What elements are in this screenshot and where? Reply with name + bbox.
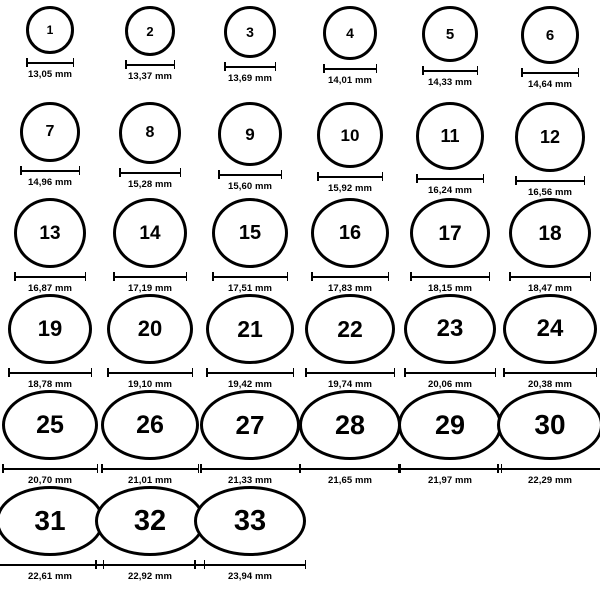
diameter-label: 15,28 mm <box>127 179 173 190</box>
ring-size-number: 4 <box>346 25 354 41</box>
ring-size-cell <box>300 294 400 390</box>
ring-circle <box>323 6 377 60</box>
ring-circle <box>311 198 389 268</box>
diameter-label: 19,74 mm <box>327 379 373 390</box>
diameter-dimension <box>2 464 98 486</box>
diameter-label: 21,97 mm <box>427 475 473 486</box>
diameter-dimension <box>509 272 591 294</box>
ring-circle <box>422 6 478 62</box>
ring-size-cell <box>100 198 200 294</box>
ring-size-number: 30 <box>534 409 566 440</box>
dimension-line-icon <box>206 368 294 377</box>
ring-circle <box>119 102 181 164</box>
ring-size-cell <box>0 102 100 198</box>
dimension-line-icon <box>125 60 175 69</box>
diameter-dimension <box>119 168 181 190</box>
ring-size-number: 12 <box>539 127 561 147</box>
diameter-label: 19,10 mm <box>127 379 173 390</box>
ring-size-number: 3 <box>246 24 254 40</box>
ring-circle <box>398 390 502 460</box>
ring-size-number: 21 <box>237 315 263 342</box>
ring-circle <box>416 102 484 170</box>
dimension-line-icon <box>515 176 585 185</box>
ring-size-cell <box>400 390 500 486</box>
ring-circle <box>521 6 579 64</box>
ring-size-cell <box>500 390 600 486</box>
diameter-dimension <box>404 368 496 390</box>
ring-size-number: 31 <box>34 505 66 536</box>
ring-size-cell <box>200 390 300 486</box>
ring-size-number: 5 <box>445 25 455 43</box>
ring-size-cell <box>0 198 100 294</box>
ring-size-number: 25 <box>36 410 64 439</box>
diameter-dimension <box>317 172 383 194</box>
diameter-label: 20,06 mm <box>427 379 473 390</box>
ring-circle <box>515 102 585 172</box>
diameter-label: 21,33 mm <box>227 475 273 486</box>
diameter-dimension <box>305 368 395 390</box>
diameter-label: 21,65 mm <box>327 475 373 486</box>
ring-circle <box>125 6 175 56</box>
diameter-label: 20,38 mm <box>527 379 573 390</box>
ring-circle <box>224 6 276 58</box>
ring-size-number: 29 <box>434 409 466 440</box>
dimension-line-icon <box>2 464 98 473</box>
dimension-line-icon <box>14 272 86 281</box>
diameter-label: 14,33 mm <box>427 77 473 88</box>
diameter-dimension <box>200 464 300 486</box>
diameter-dimension <box>410 272 490 294</box>
dimension-line-icon <box>317 172 383 181</box>
diameter-dimension <box>503 368 597 390</box>
diameter-label: 20,70 mm <box>27 475 73 486</box>
diameter-dimension <box>26 58 74 80</box>
diameter-dimension <box>101 464 199 486</box>
diameter-label: 17,51 mm <box>227 283 273 294</box>
diameter-dimension <box>416 174 484 196</box>
dimension-line-icon <box>521 68 579 77</box>
ring-size-cell <box>0 486 100 582</box>
ring-size-number: 23 <box>436 315 464 342</box>
ring-circle <box>410 198 490 268</box>
ring-size-cell <box>300 102 400 198</box>
ring-size-number: 27 <box>235 410 265 440</box>
dimension-line-icon <box>416 174 484 183</box>
diameter-label: 17,19 mm <box>127 283 173 294</box>
ring-size-cell <box>100 294 200 390</box>
dimension-line-icon <box>398 464 502 473</box>
ring-size-number: 14 <box>139 222 161 244</box>
ring-size-cell <box>100 486 200 582</box>
diameter-dimension <box>311 272 389 294</box>
dimension-line-icon <box>194 560 306 569</box>
diameter-dimension <box>497 464 600 486</box>
diameter-label: 15,92 mm <box>327 183 373 194</box>
diameter-label: 16,24 mm <box>427 185 473 196</box>
ring-size-number: 13 <box>39 222 61 244</box>
dimension-line-icon <box>212 272 288 281</box>
ring-size-number: 26 <box>136 410 164 439</box>
ring-size-cell <box>0 294 100 390</box>
dimension-line-icon <box>305 368 395 377</box>
ring-size-number: 22 <box>337 315 363 342</box>
diameter-label: 14,96 mm <box>27 177 73 188</box>
ring-size-number: 28 <box>334 409 366 440</box>
diameter-label: 16,56 mm <box>527 187 573 198</box>
ring-size-cell <box>500 198 600 294</box>
ring-size-cell <box>300 198 400 294</box>
dimension-line-icon <box>509 272 591 281</box>
ring-circle <box>299 390 401 460</box>
diameter-dimension <box>107 368 193 390</box>
diameter-label: 13,05 mm <box>27 69 73 80</box>
diameter-label: 21,01 mm <box>127 475 173 486</box>
ring-circle <box>14 198 86 268</box>
ring-circle <box>218 102 282 166</box>
diameter-label: 17,83 mm <box>327 283 373 294</box>
ring-size-number: 2 <box>146 23 154 39</box>
diameter-dimension <box>299 464 401 486</box>
ring-size-cell <box>200 6 300 102</box>
diameter-dimension <box>422 66 478 88</box>
diameter-dimension <box>515 176 585 198</box>
ring-circle <box>404 294 496 364</box>
dimension-line-icon <box>299 464 401 473</box>
ring-size-number: 33 <box>233 504 267 537</box>
diameter-dimension <box>0 560 104 582</box>
dimension-line-icon <box>410 272 490 281</box>
ring-size-cell <box>100 6 200 102</box>
diameter-dimension <box>398 464 502 486</box>
ring-size-cell <box>200 198 300 294</box>
diameter-dimension <box>20 166 80 188</box>
dimension-line-icon <box>224 62 276 71</box>
ring-size-cell <box>200 102 300 198</box>
ring-circle <box>2 390 98 460</box>
dimension-line-icon <box>95 560 205 569</box>
diameter-label: 14,01 mm <box>327 75 373 86</box>
ring-circle <box>101 390 199 460</box>
ring-size-cell <box>400 6 500 102</box>
ring-size-number: 19 <box>37 316 63 341</box>
ring-circle <box>317 102 383 168</box>
ring-circle <box>206 294 294 364</box>
ring-size-cell <box>100 390 200 486</box>
dimension-line-icon <box>503 368 597 377</box>
diameter-label: 18,78 mm <box>27 379 73 390</box>
ring-size-cell <box>300 6 400 102</box>
dimension-line-icon <box>311 272 389 281</box>
ring-size-cell <box>0 390 100 486</box>
dimension-line-icon <box>20 166 80 175</box>
ring-size-cell <box>400 198 500 294</box>
ring-circle <box>95 486 205 556</box>
ring-size-number: 9 <box>245 124 255 144</box>
diameter-dimension <box>194 560 306 582</box>
ring-size-cell <box>200 486 300 582</box>
ring-size-number: 11 <box>440 126 460 146</box>
ring-size-cell <box>0 6 100 102</box>
diameter-dimension <box>14 272 86 294</box>
dimension-line-icon <box>8 368 92 377</box>
diameter-dimension <box>521 68 579 90</box>
ring-circle <box>8 294 92 364</box>
diameter-dimension <box>8 368 92 390</box>
ring-size-number: 6 <box>545 26 555 44</box>
ring-circle <box>200 390 300 460</box>
diameter-label: 19,42 mm <box>227 379 273 390</box>
ring-size-number: 10 <box>340 125 360 145</box>
dimension-line-icon <box>404 368 496 377</box>
dimension-line-icon <box>113 272 187 281</box>
ring-circle <box>497 390 600 460</box>
dimension-line-icon <box>200 464 300 473</box>
diameter-label: 18,47 mm <box>527 283 573 294</box>
ring-size-number: 16 <box>338 222 362 244</box>
ring-size-cell <box>300 390 400 486</box>
ring-circle <box>26 6 74 54</box>
diameter-label: 22,29 mm <box>527 475 573 486</box>
ring-size-number: 8 <box>145 124 155 141</box>
ring-circle <box>20 102 80 162</box>
ring-circle <box>113 198 187 268</box>
ring-size-cell <box>500 6 600 102</box>
diameter-label: 15,60 mm <box>227 181 273 192</box>
diameter-label: 23,94 mm <box>227 571 273 582</box>
dimension-line-icon <box>422 66 478 75</box>
ring-circle <box>509 198 591 268</box>
ring-size-cell <box>500 294 600 390</box>
ring-size-number: 24 <box>536 315 564 342</box>
dimension-line-icon <box>218 170 282 179</box>
diameter-dimension <box>323 64 377 86</box>
ring-size-cell <box>100 102 200 198</box>
diameter-label: 18,15 mm <box>427 283 473 294</box>
diameter-label: 13,37 mm <box>127 71 173 82</box>
ring-size-number: 15 <box>238 222 262 244</box>
ring-size-number: 17 <box>438 221 462 245</box>
ring-size-cell <box>400 294 500 390</box>
ring-circle <box>305 294 395 364</box>
diameter-dimension <box>206 368 294 390</box>
ring-circle <box>503 294 597 364</box>
ring-circle <box>194 486 306 556</box>
dimension-line-icon <box>107 368 193 377</box>
ring-size-number: 1 <box>46 23 54 37</box>
diameter-label: 13,69 mm <box>227 73 273 84</box>
ring-size-number: 32 <box>133 504 167 537</box>
ring-size-cell <box>200 294 300 390</box>
diameter-label: 14,64 mm <box>527 79 573 90</box>
diameter-dimension <box>224 62 276 84</box>
ring-size-cell <box>400 102 500 198</box>
diameter-dimension <box>95 560 205 582</box>
ring-size-cell <box>500 102 600 198</box>
dimension-line-icon <box>101 464 199 473</box>
dimension-line-icon <box>497 464 600 473</box>
diameter-label: 22,92 mm <box>127 571 173 582</box>
dimension-line-icon <box>0 560 104 569</box>
ring-size-number: 20 <box>137 316 163 341</box>
diameter-dimension <box>125 60 175 82</box>
diameter-label: 22,61 mm <box>27 571 73 582</box>
ring-circle <box>107 294 193 364</box>
ring-circle <box>0 486 104 556</box>
ring-size-number: 7 <box>45 123 55 140</box>
dimension-line-icon <box>323 64 377 73</box>
diameter-dimension <box>113 272 187 294</box>
dimension-line-icon <box>119 168 181 177</box>
ring-size-number: 18 <box>538 221 562 245</box>
dimension-line-icon <box>26 58 74 67</box>
diameter-dimension <box>218 170 282 192</box>
diameter-label: 16,87 mm <box>27 283 73 294</box>
diameter-dimension <box>212 272 288 294</box>
ring-circle <box>212 198 288 268</box>
